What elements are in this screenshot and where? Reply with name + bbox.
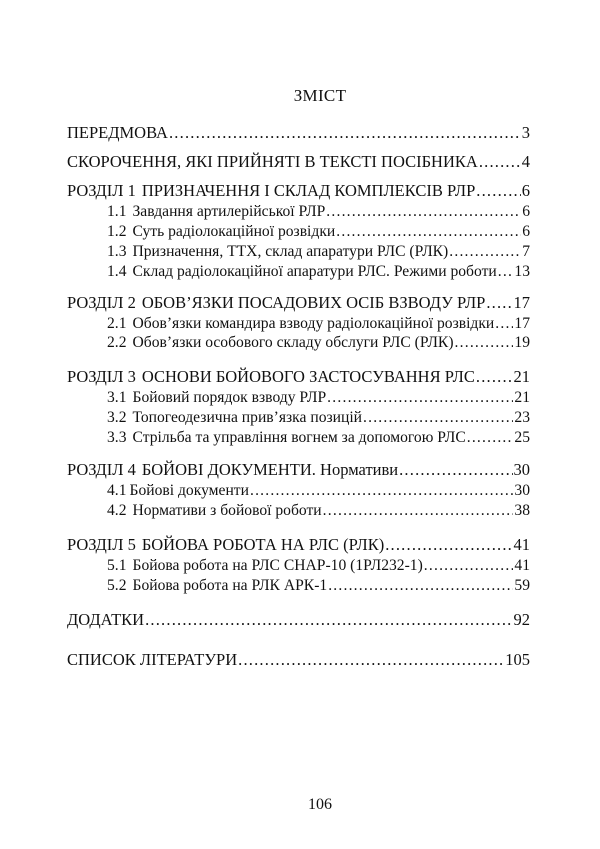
toc-entry-page: 4: [521, 152, 530, 171]
toc-dot-leader: [327, 388, 513, 408]
toc-entry-label: ПЕРЕДМОВА: [67, 123, 168, 142]
toc-dot-leader: [363, 408, 513, 428]
toc-entry-chapter-1[interactable]: [67, 181, 530, 201]
toc-entry-page: 105: [505, 650, 530, 669]
toc-entry-label: Стрільба та управління вогнем за допомогою РЛС: [132, 429, 466, 446]
toc-entry-label: БОЙОВІ ДОКУМЕНТИ. Нормативи: [141, 460, 399, 479]
toc-dot-leader: [328, 576, 513, 596]
toc-entry-page: 13: [514, 263, 530, 280]
toc-entry-page: 23: [514, 409, 530, 426]
toc-entry-label: Топогеодезична прив’язка позицій: [132, 409, 363, 426]
toc-entry-section-1-1[interactable]: [107, 202, 530, 222]
toc-entry-page: 6: [521, 181, 530, 200]
toc-entry-label: Бойовий порядок взводу РЛР: [132, 389, 327, 406]
toc-entry-page: 92: [513, 610, 530, 629]
toc-entry-section-4-2[interactable]: [107, 501, 530, 521]
toc-entry-label: ОСНОВИ БОЙОВОГО ЗАСТОСУВАННЯ РЛС: [141, 367, 475, 386]
toc-entry-label: БОЙОВА РОБОТА НА РЛС (РЛК): [141, 535, 385, 554]
toc-dot-leader: [385, 535, 512, 555]
toc-entry-page: 30: [514, 482, 530, 499]
toc-entry-page: 17: [514, 315, 530, 332]
toc-entry-chapter-3[interactable]: [67, 367, 530, 387]
toc-entry-page: 41: [513, 535, 530, 554]
toc-chapter-number: РОЗДІЛ 1: [67, 181, 136, 200]
toc-entry-section-4-1[interactable]: [107, 481, 530, 501]
toc-entry-page: 41: [514, 557, 530, 574]
toc-section-number: 4.1: [107, 482, 127, 499]
toc-dot-leader: [486, 293, 512, 313]
toc-entry-label: Призначення, ТТХ, склад апаратури РЛС (РЛК): [132, 243, 449, 260]
toc-entry-label: Обов’язки особового складу обслуги РЛС (РЛК): [132, 334, 454, 351]
toc-entry-section-2-1[interactable]: [107, 314, 530, 334]
toc-entry-chapter-2[interactable]: [67, 293, 530, 313]
toc-entry-page: 17: [513, 293, 530, 312]
toc-entry-bibliography[interactable]: [67, 650, 530, 670]
toc-entry-page: 6: [522, 203, 530, 220]
toc-entry-section-3-1[interactable]: [107, 388, 530, 408]
toc-section-number: 4.2: [107, 502, 127, 519]
toc-section-number: 3.2: [107, 409, 127, 426]
toc-entry-label: Бойові документи: [129, 482, 249, 499]
toc-entry-page: 21: [514, 389, 530, 406]
toc-entry-page: 6: [522, 223, 530, 240]
toc-dot-leader: [145, 610, 512, 630]
toc-section-number: 3.1: [107, 389, 127, 406]
toc-entry-page: 7: [522, 243, 530, 260]
toc-entry-section-1-2[interactable]: [107, 222, 530, 242]
toc-dot-leader: [498, 262, 514, 282]
toc-entry-section-2-2[interactable]: [107, 333, 530, 353]
toc-section-number: 5.1: [107, 557, 127, 574]
toc-entry-foreword[interactable]: [67, 123, 530, 143]
toc-entry-chapter-4[interactable]: [67, 460, 530, 480]
toc-dot-leader: [476, 367, 513, 387]
toc-dot-leader: [455, 333, 514, 353]
toc-entry-label: Бойова робота на РЛК АРК-1: [132, 577, 328, 594]
toc-entry-label: ДОДАТКИ: [67, 610, 145, 629]
toc-section-number: 1.1: [107, 203, 127, 220]
page-number: 106: [308, 796, 332, 813]
toc-section-number: 2.1: [107, 315, 127, 332]
toc-chapter-number: РОЗДІЛ 4: [67, 460, 136, 479]
toc-entry-section-1-3[interactable]: [107, 242, 530, 262]
toc-chapter-number: РОЗДІЛ 2: [67, 293, 136, 312]
toc-entry-label: Завдання артилерійської РЛР: [132, 203, 326, 220]
toc-entry-appendices[interactable]: [67, 610, 530, 630]
toc-dot-leader: [250, 481, 513, 501]
toc-entry-page: 19: [514, 334, 530, 351]
toc-entry-page: 59: [514, 577, 530, 594]
toc-entry-label: Бойова робота на РЛС СНАР-10 (1РЛ232-1): [132, 557, 423, 574]
toc-section-number: 1.4: [107, 263, 127, 280]
toc-entry-label: ПРИЗНАЧЕННЯ І СКЛАД КОМПЛЕКСІВ РЛР: [141, 181, 476, 200]
toc-entry-label: Склад радіолокаційної апаратури РЛС. Режими роботи: [132, 263, 497, 280]
toc-entry-section-5-1[interactable]: [107, 556, 530, 576]
toc-section-number: 2.2: [107, 334, 127, 351]
toc-entry-section-3-3[interactable]: [107, 428, 530, 448]
toc-entry-chapter-5[interactable]: [67, 535, 530, 555]
toc-entry-label: СПИСОК ЛІТЕРАТУРИ: [67, 650, 238, 669]
toc-entry-label: СКОРОЧЕННЯ, ЯКІ ПРИЙНЯТІ В ТЕКСТІ ПОСІБНИКА: [67, 152, 478, 171]
toc-entry-page: 30: [513, 460, 530, 479]
toc-entry-label: Суть радіолокаційної розвідки: [132, 223, 336, 240]
toc-dot-leader: [476, 181, 520, 201]
toc-entry-section-3-2[interactable]: [107, 408, 530, 428]
toc-dot-leader: [169, 123, 521, 143]
toc-section-number: 5.2: [107, 577, 127, 594]
toc-entry-section-5-2[interactable]: [107, 576, 530, 596]
toc-chapter-number: РОЗДІЛ 5: [67, 535, 136, 554]
toc-dot-leader: [479, 152, 521, 172]
toc-dot-leader: [323, 501, 514, 521]
toc-dot-leader: [449, 242, 521, 262]
toc-entry-label: Нормативи з бойової роботи: [132, 502, 322, 519]
toc-section-number: 1.2: [107, 223, 127, 240]
toc-section-number: 3.3: [107, 429, 127, 446]
toc-dot-leader: [336, 222, 521, 242]
toc-dot-leader: [326, 202, 521, 222]
toc-dot-leader: [238, 650, 504, 670]
toc-title: ЗМІСТ: [293, 86, 347, 105]
toc-entry-page: 21: [513, 367, 530, 386]
toc-entry-label: ОБОВ’ЯЗКИ ПОСАДОВИХ ОСІБ ВЗВОДУ РЛР: [141, 293, 486, 312]
toc-entry-page: 38: [514, 502, 530, 519]
toc-entry-page: 25: [514, 429, 530, 446]
toc-section-number: 1.3: [107, 243, 127, 260]
toc-dot-leader: [467, 428, 514, 448]
toc-entry-abbreviations[interactable]: [67, 152, 530, 172]
toc-dot-leader: [495, 314, 513, 334]
toc-dot-leader: [424, 556, 514, 576]
toc-chapter-number: РОЗДІЛ 3: [67, 367, 136, 386]
toc-entry-section-1-4[interactable]: [107, 262, 530, 282]
toc-entry-page: 3: [521, 123, 530, 142]
toc-dot-leader: [399, 460, 512, 480]
toc-entry-label: Обов’язки командира взводу радіолокаційної розвідки: [132, 315, 495, 332]
